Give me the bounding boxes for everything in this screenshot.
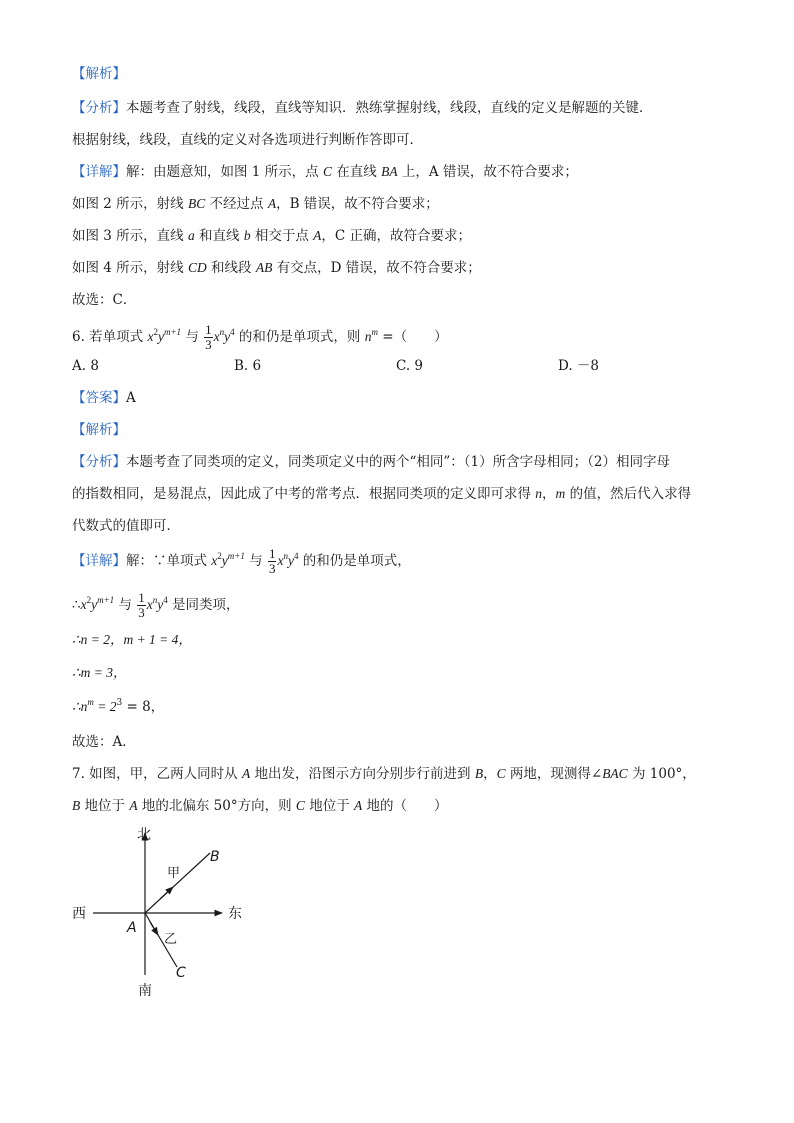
q7-stem-text: 地的北偏东 50°方向，则: [137, 798, 296, 814]
q6-analysis-text: ，: [542, 486, 556, 502]
q7-stem-text: 地出发，沿图示方向分别步行前进到: [250, 766, 475, 782]
q6-detail-text: ∴: [72, 597, 81, 613]
q5-var: AB: [255, 260, 273, 275]
q6-detail-text: 的和仍是单项式，: [298, 553, 411, 569]
label-west: 西: [72, 906, 86, 922]
q6-detail-line1: [72, 546, 411, 576]
q5-var: BC: [187, 196, 206, 211]
q5-analysis-line1: [72, 98, 653, 118]
q5-detail-text: 和直线: [194, 228, 244, 244]
q6-fraction: [204, 323, 213, 352]
q6-answer-value: A: [126, 390, 136, 406]
q5-var: BA: [381, 164, 398, 179]
label-point-a: A: [127, 920, 137, 936]
q6-answer-tag: 【答案】: [72, 390, 126, 406]
q5-detail-line1: [72, 162, 578, 182]
q6-monomial-1: $x^2y^{m+1}$: [147, 327, 182, 344]
q6-detail-math: = 2: [93, 699, 117, 714]
q6-monomial-2: $x^ny^4$: [213, 327, 235, 344]
q6-detail-math: = 8，: [122, 699, 165, 715]
q6-option-d: D. －8: [558, 358, 600, 374]
q5-detail-text: 解：由题意知，如图 1 所示，点: [126, 164, 323, 180]
fraction-denominator: 3: [138, 605, 145, 620]
q5-analysis-tag: 【分析】: [72, 100, 126, 116]
q6-analysis-line3: 代数式的值即可．: [72, 518, 180, 534]
q5-answer: 故选：C．: [72, 292, 137, 308]
q5-detail-text: 如图 2 所示，射线: [72, 196, 188, 212]
q6-analysis-text: 的指数相同，是易混点，因此成了中考的常考点．根据同类项的定义即可求得: [72, 486, 536, 502]
q5-jiexi-heading: 【解析】: [72, 66, 126, 82]
q7-stem-text: 地位于: [80, 798, 130, 814]
q6-fraction: [137, 591, 146, 620]
q7-stem-text: 为 100°，: [627, 766, 696, 782]
q6-monomial-2: $x^ny^4$: [146, 595, 168, 612]
q5-detail-text: 和线段: [206, 260, 256, 276]
q5-var: A: [313, 228, 322, 243]
q5-detail-text: 有交点，D 错误，故不符合要求；: [272, 260, 481, 276]
q6-option-b: B. 6: [234, 358, 262, 374]
q6-detail-tag: 【详解】: [72, 553, 126, 569]
q7-stem-line1: [72, 764, 696, 784]
q6-answer-line: [72, 388, 136, 408]
q5-detail-text: ，B 错误，故不符合要求；: [276, 196, 439, 212]
q7-stem-text: 地的（ ）: [362, 798, 448, 814]
q6-stem: [72, 322, 448, 352]
q7-var: A: [354, 798, 363, 813]
label-point-c: C: [176, 965, 186, 981]
q5-detail-text: ，C 正确，故符合要求；: [321, 228, 472, 244]
q6-detail-line4: ∴m = 3，: [72, 665, 127, 680]
q6-detail-math: ∴n: [72, 699, 88, 714]
q7-var: C: [496, 766, 506, 781]
label-yi: 乙: [164, 932, 178, 947]
q5-var: b: [243, 228, 251, 243]
fraction-denominator: 3: [268, 561, 276, 576]
q7-stem-text: 7. 如图，甲，乙两人同时从: [72, 766, 242, 782]
label-jia: 甲: [167, 866, 181, 881]
q5-var: A: [267, 196, 277, 211]
q6-analysis-text: 本题考查了同类项的定义，同类项定义中的两个“相同”：（1）所含字母相同；（2）相同字母: [126, 454, 670, 470]
fraction-denominator: 3: [205, 337, 212, 352]
q5-detail-tag: 【详解】: [72, 164, 126, 180]
q6-detail-line2: [72, 590, 240, 620]
q6-var-n: n: [535, 486, 543, 501]
q6-jiexi-heading: 【解析】: [72, 422, 126, 438]
q5-detail-text: 上，A 错误，故不符合要求；: [397, 164, 578, 180]
q6-detail-line3: ∴n = 2，m + 1 = 4，: [72, 632, 192, 647]
q6-var-m: m: [555, 486, 566, 501]
q5-detail-line4: [72, 258, 481, 278]
q7-stem-text: 两地，现测得∠: [505, 766, 603, 782]
q6-stem-text: 6. 若单项式: [72, 329, 148, 345]
q5-detail-text: 相交于点: [250, 228, 314, 244]
q6-monomial-1: $x^2y^{m+1}$: [80, 595, 115, 612]
q6-option-c: C. 9: [396, 358, 424, 374]
label-point-b: B: [210, 849, 220, 865]
q6-fraction: [268, 547, 277, 576]
q7-angle: BAC: [602, 766, 628, 781]
q7-stem-line2: [72, 796, 448, 816]
q6-analysis-text: 的值，然后代入求得: [565, 486, 692, 502]
q6-stem-text: 的和仍是单项式，则: [234, 329, 365, 345]
q6-monomial-1: $x^2y^{m+1}$: [211, 551, 245, 568]
q6-expression: $n^m$: [364, 327, 378, 344]
ray-ab: [145, 853, 210, 913]
ray-ab-arrow: [160, 887, 173, 899]
q6-analysis-line1: [72, 452, 670, 472]
fraction-numerator: 1: [268, 546, 276, 561]
q7-var: C: [295, 798, 305, 813]
q6-analysis-tag: 【分析】: [72, 454, 126, 470]
q6-detail-text: 与: [114, 597, 137, 613]
q6-analysis-line2: [72, 484, 691, 504]
fraction-numerator: 1: [205, 322, 212, 337]
q7-var: B: [72, 798, 81, 813]
q5-var: CD: [187, 260, 207, 275]
label-south: 南: [138, 983, 152, 999]
q6-monomial-2: $x^ny^4$: [277, 551, 299, 568]
q5-detail-text: 在直线: [331, 164, 382, 180]
q7-var: A: [129, 798, 138, 813]
q5-detail-line3: [72, 226, 471, 246]
q5-var: C: [322, 164, 332, 179]
q5-detail-text: 不经过点: [205, 196, 268, 212]
fraction-numerator: 1: [138, 590, 145, 605]
ray-ac-arrow: [150, 922, 158, 935]
q7-compass-diagram: [60, 825, 260, 1005]
q5-detail-text: 如图 3 所示，直线: [72, 228, 188, 244]
q6-answer: 故选：A．: [72, 734, 136, 750]
q6-detail-line5: $\therefore n^m = 2^3 = 8$，: [72, 697, 165, 715]
q6-option-a: A. 8: [72, 358, 99, 374]
q5-var: a: [187, 228, 195, 243]
q6-detail-text: 解：∵单项式: [126, 553, 212, 569]
q6-detail-text: 与: [244, 553, 267, 569]
q7-stem-text: ，: [483, 766, 497, 782]
label-east: 东: [228, 906, 242, 922]
q6-detail-text: 是同类项，: [167, 597, 240, 613]
q7-stem-text: 地位于: [304, 798, 355, 814]
q5-detail-text: 如图 4 所示，射线: [72, 260, 188, 276]
q7-var: A: [241, 766, 251, 781]
q5-detail-line2: [72, 194, 439, 214]
q6-stem-text: 与: [181, 329, 204, 345]
q5-analysis-text1: 本题考查了射线，线段，直线等知识．熟练掌握射线，线段，直线的定义是解题的关键．: [126, 100, 653, 116]
q5-analysis-line2: 根据射线，线段，直线的定义对各选项进行判断作答即可．: [72, 132, 423, 148]
q6-stem-text: =（ ）: [377, 329, 448, 345]
q7-var: B: [474, 766, 484, 781]
label-north: 北: [137, 827, 151, 843]
